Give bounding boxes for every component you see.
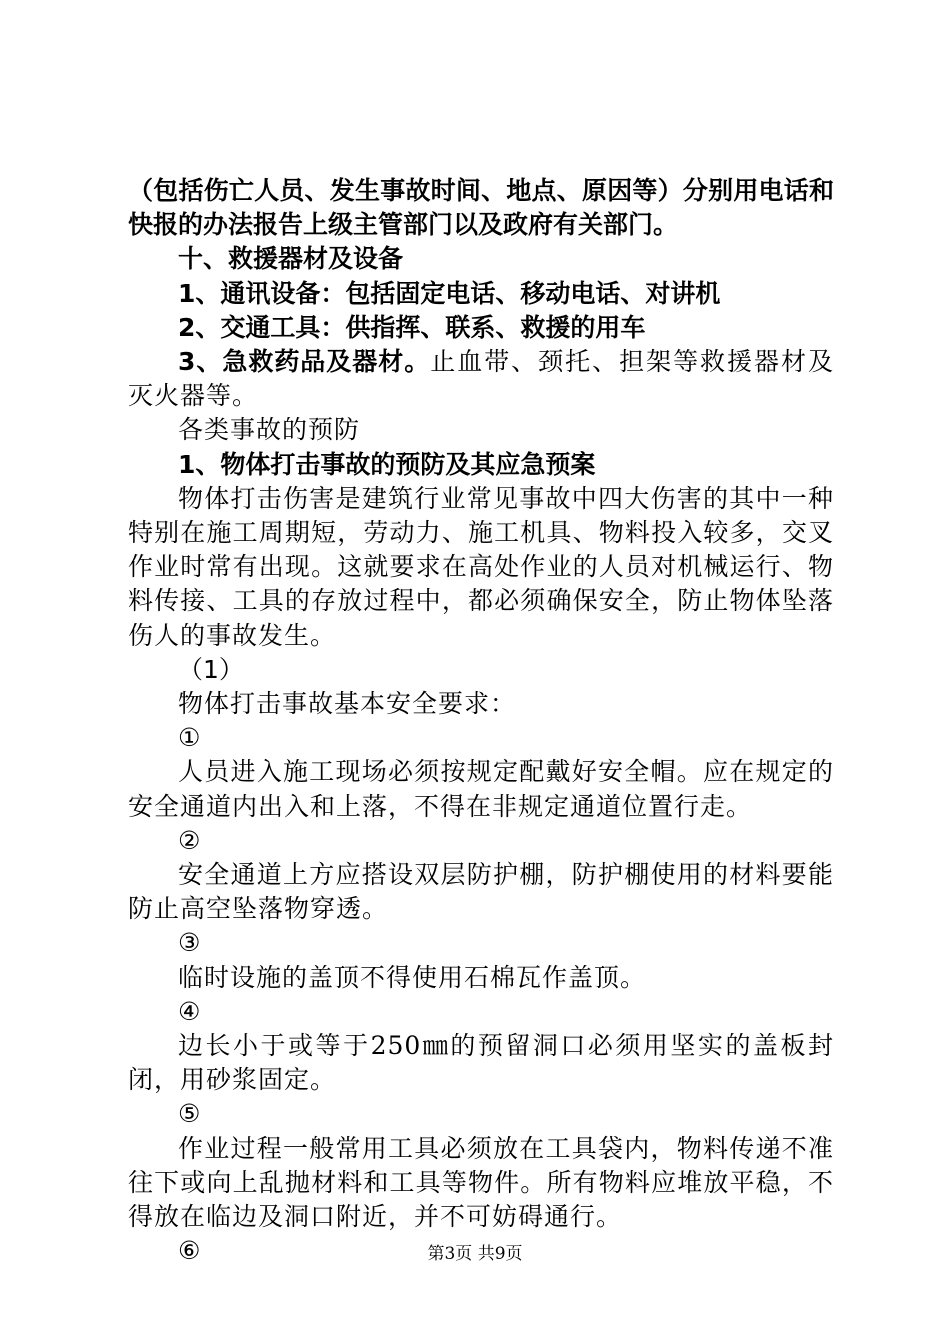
requirement-openings: 边长小于或等于250㎜的预留洞口必须用坚实的盖板封闭，用砂浆固定。 [128, 1031, 834, 1095]
heading-accident-prevention: 各类事故的预防 [178, 415, 361, 445]
heading-rescue-equipment: 十、救援器材及设备 [178, 244, 404, 274]
item-marker-4: ④ [178, 996, 201, 1026]
item-marker-6: ⑥ [178, 1236, 201, 1266]
requirement-protective-shed: 安全通道上方应搭设双层防护棚，防护棚使用的材料要能防止高空坠落物穿透。 [128, 860, 834, 924]
item-marker-5: ⑤ [178, 1099, 201, 1129]
list-item-communication: 1、通讯设备：包括固定电话、移动电话、对讲机 [178, 278, 721, 308]
requirement-roof: 临时设施的盖顶不得使用石棉瓦作盖顶。 [178, 962, 647, 992]
paragraph-object-strike-intro: 物体打击伤害是建筑行业常见事故中四大伤害的其中一种特别在施工周期短，劳动力、施工机具、物料投入较多，交叉作业时常有出现。这就要求在高处作业的人员对机械运行、物料传接、工具的存放过程中，都必须确保安全，防止物体坠落伤人的事故发生。 [128, 483, 834, 650]
list-item-transport: 2、交通工具：供指挥、联系、救援的用车 [178, 312, 646, 342]
item-marker-1: ① [178, 723, 201, 753]
requirement-tools: 作业过程一般常用工具必须放在工具袋内，物料传递不准往下或向上乱抛材料和工具等物件。所有物料应堆放平稳，不得放在临边及洞口附近，并不可妨碍通行。 [128, 1133, 834, 1232]
list-item-medical-detail: 止血带、颈托、担架等救援器材及灭火器等。 [128, 347, 834, 411]
list-item-medical-lead: 3、急救药品及器材。 [178, 347, 431, 377]
item-marker-3: ③ [178, 928, 201, 958]
requirement-helmet: 人员进入施工现场必须按规定配戴好安全帽。应在规定的安全通道内出入和上落，不得在非规定通道位置行走。 [128, 757, 834, 821]
page-footer: 第3页 共9页 [427, 1244, 523, 1264]
paragraph-report-continuation: （包括伤亡人员、发生事故时间、地点、原因等）分别用电话和快报的办法报告上级主管部门以及政府有关部门。 [128, 176, 834, 240]
document-body [128, 174, 834, 1269]
heading-object-strike: 1、物体打击事故的预防及其应急预案 [178, 449, 596, 479]
section-number-1: （1） [178, 654, 244, 684]
heading-basic-requirements: 物体打击事故基本安全要求： [178, 689, 517, 719]
list-item-medical [128, 345, 834, 413]
item-marker-2: ② [178, 825, 201, 855]
